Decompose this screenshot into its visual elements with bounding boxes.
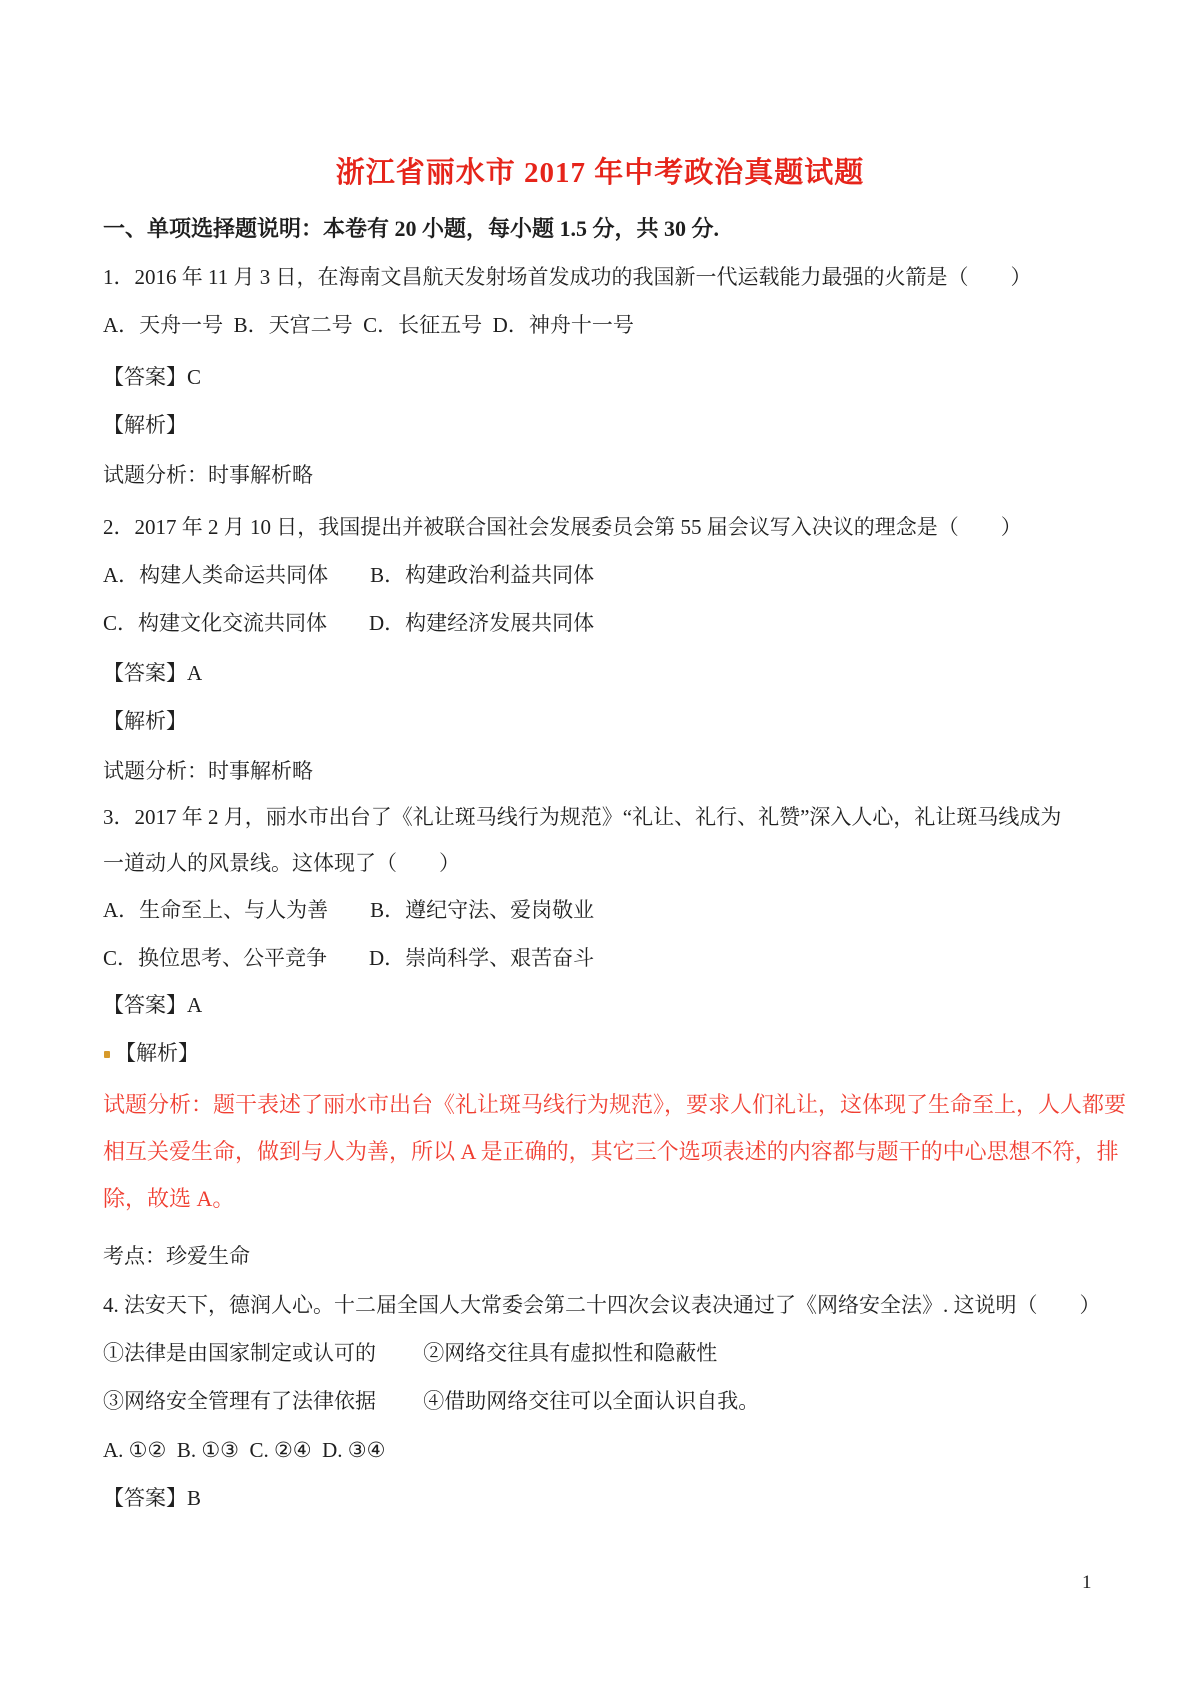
q3-exam-point: 考点：珍爱生命 [103,1244,250,1268]
q1-answer: 【答案】C [103,365,202,389]
q2-answer: 【答案】A [103,661,203,685]
q3-analysis-red-line3: 除，故选 A。 [103,1186,235,1211]
q1-stem: 1．2016 年 11 月 3 日，在海南文昌航天发射场首发成功的我国新一代运载能力最强的火箭是（ ） [103,265,1032,289]
q2-options-cd: C．构建文化交流共同体 D．构建经济发展共同体 [103,611,595,635]
q4-options: A. ①② B. ①③ C. ②④ D. ③④ [103,1438,386,1462]
q3-analysis-red-line2: 相互关爱生命，做到与人为善，所以 A 是正确的，其它三个选项表述的内容都与题干的中心思想不符，排 [103,1139,1119,1164]
q4-items-line1: ①法律是由国家制定或认可的 ②网络交往具有虚拟性和隐蔽性 [103,1341,718,1365]
q3-stem-line1: 3．2017 年 2 月，丽水市出台了《礼让斑马线行为规范》“礼让、礼行、礼赞”深入人心，礼让斑马线成为 [103,805,1062,829]
q3-options-ab: A．生命至上、与人为善 B．遵纪守法、爱岗敬业 [103,898,595,922]
q2-analysis-label: 【解析】 [103,709,187,733]
q1-analysis-text: 试题分析：时事解析略 [103,463,313,487]
q3-stem-line2: 一道动人的风景线。这体现了（ ） [103,851,460,875]
stray-orange-dot [104,1051,110,1058]
q2-options-ab: A．构建人类命运共同体 B．构建政治利益共同体 [103,563,595,587]
q4-stem: 4. 法安天下，德润人心。十二届全国人大常委会第二十四次会议表决通过了《网络安全法》. 这说明（ ） [103,1293,1101,1317]
q1-analysis-label: 【解析】 [103,413,187,437]
q3-analysis-red-line1: 试题分析：题干表述了丽水市出台《礼让斑马线行为规范》，要求人们礼让，这体现了生命至上，人人都要 [103,1092,1127,1117]
q4-items-line2: ③网络安全管理有了法律依据 ④借助网络交往可以全面认识自我。 [103,1389,760,1413]
exam-title: 浙江省丽水市 2017 年中考政治真题试题 [335,157,865,189]
q2-stem: 2．2017 年 2 月 10 日，我国提出并被联合国社会发展委员会第 55 届会议写入决议的理念是（ ） [103,515,1022,539]
q3-options-cd: C．换位思考、公平竞争 D．崇尚科学、艰苦奋斗 [103,946,595,970]
section-heading: 一、单项选择题说明：本卷有 20 小题，每小题 1.5 分，共 30 分. [103,216,720,241]
q3-analysis-label: 【解析】 [115,1041,199,1065]
q3-answer: 【答案】A [103,993,203,1017]
page-number: 1 [1082,1572,1092,1593]
q1-options: A．天舟一号 B．天宫二号 C．长征五号 D．神舟十一号 [103,313,634,337]
q4-answer: 【答案】B [103,1486,202,1510]
q2-analysis-text: 试题分析：时事解析略 [103,759,313,783]
